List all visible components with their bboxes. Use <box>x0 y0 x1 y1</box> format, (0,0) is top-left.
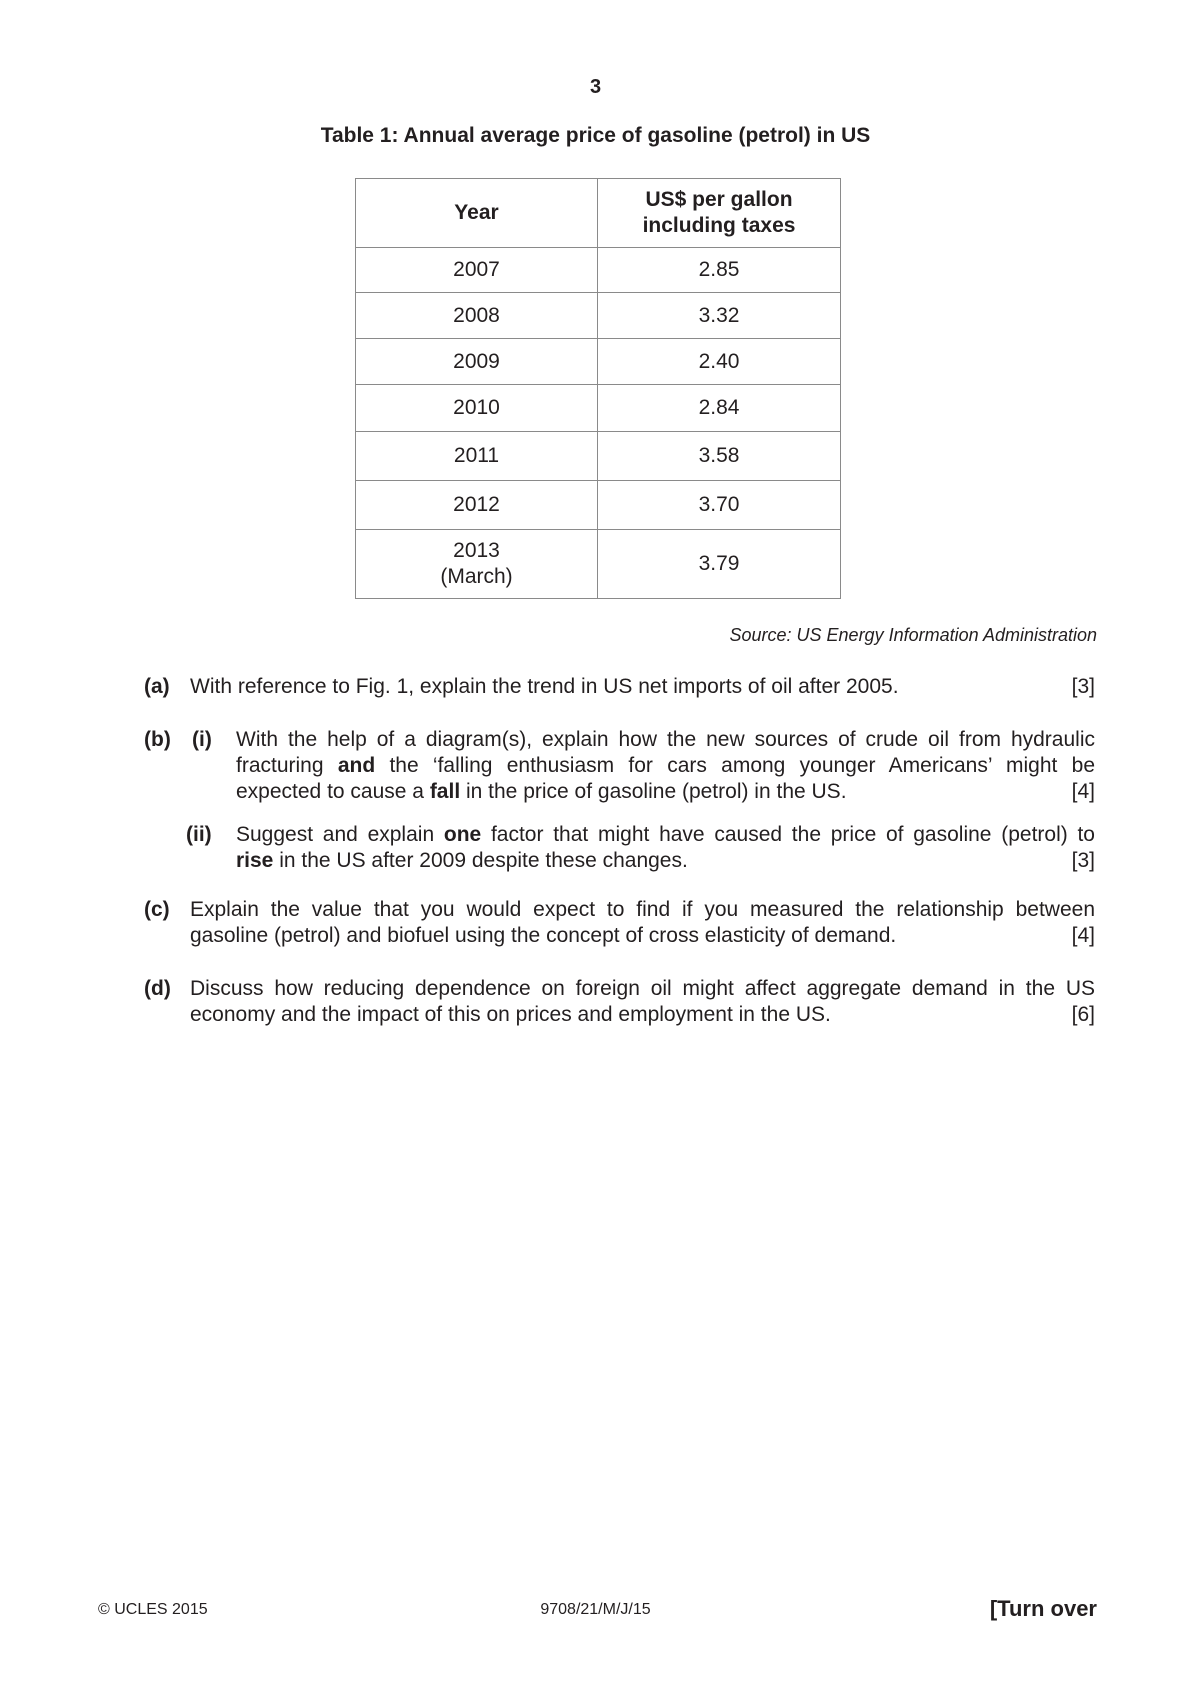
gasoline-price-table <box>355 178 841 599</box>
table-title: Table 1: Annual average price of gasoline (petrol) in US <box>320 124 871 147</box>
question-b-ii-label: (ii) <box>186 823 212 846</box>
footer-turn-over: [Turn over <box>989 1596 1097 1621</box>
table-row <box>356 530 841 599</box>
footer-copyright: © UCLES 2015 <box>98 1601 208 1618</box>
question-b-i-label: (i) <box>192 728 212 751</box>
cell-price: 3.79 <box>598 530 841 599</box>
question-c-label: (c) <box>144 898 170 921</box>
question-b-i-mark: [4] <box>1071 780 1095 803</box>
question-b-i-line3-bold: fall <box>429 780 461 803</box>
header-price <box>598 179 841 248</box>
question-a-mark: [3] <box>1071 675 1095 698</box>
question-b-ii-mark: [3] <box>1071 849 1095 872</box>
cell-price: 2.84 <box>598 385 841 432</box>
table-row <box>356 339 841 385</box>
cell-year <box>356 530 598 599</box>
table-row <box>356 481 841 530</box>
cell-price: 2.40 <box>598 339 841 385</box>
cell-year-line2: (March) <box>440 565 513 588</box>
question-b-i-line3b: in the price of gasoline (petrol) in the US. <box>460 780 847 803</box>
question-b-i-line2-bold: and <box>337 754 376 777</box>
question-b-i-line3a: expected to cause a <box>236 780 430 803</box>
cell-price: 3.32 <box>598 293 841 339</box>
question-b-label: (b) <box>144 728 171 751</box>
table-source: Source: US Energy Information Administration <box>729 625 1097 645</box>
table-row <box>356 385 841 432</box>
question-b-ii-line1b: factor that might have caused the price of gasoline (petrol) to <box>481 823 1095 846</box>
cell-price: 3.58 <box>598 432 841 481</box>
question-d-label: (d) <box>144 977 171 1000</box>
cell-price: 3.70 <box>598 481 841 530</box>
question-d-mark: [6] <box>1071 1003 1095 1026</box>
question-b-i-line2a: fracturing <box>236 754 338 777</box>
table-row <box>356 432 841 481</box>
cell-year-line1: 2013 <box>453 539 500 562</box>
question-c-line2: gasoline (petrol) and biofuel using the concept of cross elasticity of demand. <box>190 924 897 947</box>
question-b-ii-line1a: Suggest and explain <box>236 823 444 846</box>
cell-year: 2011 <box>356 432 598 481</box>
question-a-text: With reference to Fig. 1, explain the trend in US net imports of oil after 2005. <box>190 675 899 698</box>
footer-paper-code: 9708/21/M/J/15 <box>540 1601 651 1618</box>
cell-year: 2010 <box>356 385 598 432</box>
question-c-line1: Explain the value that you would expect to find if you measured the relationship between <box>190 898 1095 921</box>
header-year: Year <box>356 179 598 248</box>
cell-year: 2012 <box>356 481 598 530</box>
cell-year: 2007 <box>356 248 598 293</box>
table-row <box>356 293 841 339</box>
question-b-ii-line2b: in the US after 2009 despite these changes. <box>273 849 688 872</box>
cell-year: 2008 <box>356 293 598 339</box>
question-a-label: (a) <box>144 675 170 698</box>
question-b-i-line2b: the ‘falling enthusiasm for cars among younger Americans’ might be <box>375 754 1096 777</box>
page-number: 3 <box>589 76 602 98</box>
question-c-mark: [4] <box>1071 924 1095 947</box>
cell-year: 2009 <box>356 339 598 385</box>
table-header-row <box>356 179 841 248</box>
question-d-line1: Discuss how reducing dependence on foreign oil might affect aggregate demand in the US <box>190 977 1095 1000</box>
question-b-ii-line1-bold: one <box>443 823 482 846</box>
header-price-line2: including taxes <box>642 214 796 237</box>
header-price-line1: US$ per gallon <box>645 188 793 211</box>
cell-price: 2.85 <box>598 248 841 293</box>
question-b-ii-line2-bold: rise <box>236 849 274 872</box>
question-b-i-line1: With the help of a diagram(s), explain how the new sources of crude oil from hydraulic <box>236 728 1095 751</box>
table-row <box>356 248 841 293</box>
question-d-line2: economy and the impact of this on prices and employment in the US. <box>190 1003 831 1026</box>
